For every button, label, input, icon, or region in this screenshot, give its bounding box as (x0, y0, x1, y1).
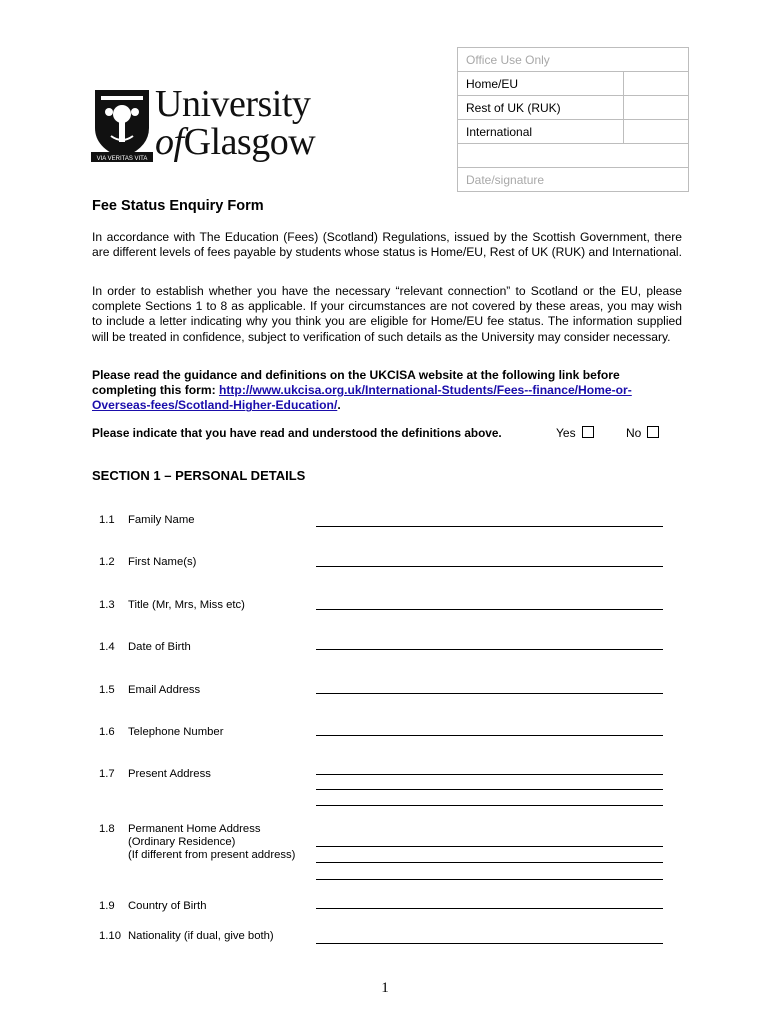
permanent-address-line-3[interactable] (316, 879, 663, 880)
permanent-address-line-2[interactable] (316, 862, 663, 863)
permanent-address-line-1[interactable] (316, 846, 663, 847)
field-number: 1.3 (99, 599, 115, 611)
field-number: 1.6 (99, 726, 115, 738)
university-crest-icon (91, 86, 153, 164)
field-number: 1.10 (99, 930, 121, 942)
field-label-family-name: Family Name (128, 514, 195, 526)
field-number: 1.2 (99, 556, 115, 568)
logo-glasgow-text: ofGlasgow (155, 121, 316, 163)
office-option-ruk: Rest of UK (RUK) (458, 96, 624, 120)
field-label-present-address: Present Address (128, 768, 211, 780)
nationality-input-line[interactable] (316, 943, 663, 944)
yes-option[interactable]: Yes (556, 426, 594, 440)
field-number: 1.5 (99, 684, 115, 696)
field-label-nationality: Nationality (if dual, give both) (128, 930, 274, 942)
section-1-title: SECTION 1 – PERSONAL DETAILS (92, 468, 306, 483)
date-of-birth-input-line[interactable] (316, 649, 663, 650)
acknowledge-text: Please indicate that you have read and understood the definitions above. (92, 426, 502, 440)
form-title: Fee Status Enquiry Form (92, 198, 264, 214)
field-label-country-of-birth: Country of Birth (128, 900, 207, 912)
field-label-first-names: First Name(s) (128, 556, 197, 568)
present-address-line-2[interactable] (316, 789, 663, 790)
office-blank-row[interactable] (458, 144, 689, 168)
field-number: 1.8 (99, 823, 115, 835)
university-logo (91, 83, 351, 166)
eligibility-paragraph: In order to establish whether you have the necessary “relevant connection” to Scotland or the EU, please complete Sections 1 to 8 as applicable. If your circumstances are not covered by these areas, you may wish to include a letter indicating why you think you are eligible for Home/EU fee status. The information supplied will be treated in confidence, subject to verification of such details as the University may consider necessary. (92, 284, 682, 344)
yes-checkbox[interactable] (582, 426, 594, 438)
office-date-signature[interactable]: Date/signature (458, 168, 689, 192)
logo-motto: VIA VERITAS VITA (96, 156, 148, 162)
field-label-title: Title (Mr, Mrs, Miss etc) (128, 599, 245, 611)
field-label-permanent-address: Permanent Home Address (Ordinary Residence) (If different from present address) (128, 823, 296, 861)
office-use-header: Office Use Only (458, 48, 689, 72)
present-address-line-3[interactable] (316, 805, 663, 806)
title-input-line[interactable] (316, 609, 663, 610)
office-use-table (457, 47, 689, 192)
no-checkbox[interactable] (647, 426, 659, 438)
ukcisa-link[interactable]: http://www.ukcisa.org.uk/International-Students/Fees--finance/Home-or-Overseas-fees/Scotland-Higher-Education/ (92, 383, 632, 413)
field-label-date-of-birth: Date of Birth (128, 641, 191, 653)
field-label-telephone: Telephone Number (128, 726, 224, 738)
first-names-input-line[interactable] (316, 566, 663, 567)
logo-university-text: University (155, 83, 311, 125)
page-number: 1 (381, 980, 389, 996)
office-checkbox-international[interactable] (624, 120, 689, 144)
field-label-email: Email Address (128, 684, 201, 696)
office-checkbox-ruk[interactable] (624, 96, 689, 120)
office-option-home-eu: Home/EU (458, 72, 624, 96)
field-number: 1.4 (99, 641, 115, 653)
field-number: 1.9 (99, 900, 115, 912)
country-of-birth-input-line[interactable] (316, 908, 663, 909)
intro-paragraph: In accordance with The Education (Fees) (Scotland) Regulations, issued by the Scottish Government, there are different levels of fees payable by students whose status is Home/EU, Rest of UK (RUK) and International. (92, 230, 682, 260)
telephone-input-line[interactable] (316, 735, 663, 736)
guidance-paragraph: Please read the guidance and definitions on the UKCISA website at the following link before completing this form: http://www.ukcisa.org.uk/International-Students/Fees--finance/Home-or-Overseas-fees/Scotland-Higher-Education/. (92, 368, 632, 413)
present-address-line-1[interactable] (316, 774, 663, 775)
family-name-input-line[interactable] (316, 526, 663, 527)
no-option[interactable]: No (626, 426, 659, 440)
office-checkbox-home-eu[interactable] (624, 72, 689, 96)
field-number: 1.7 (99, 768, 115, 780)
field-number: 1.1 (99, 514, 115, 526)
email-input-line[interactable] (316, 693, 663, 694)
office-option-international: International (458, 120, 624, 144)
